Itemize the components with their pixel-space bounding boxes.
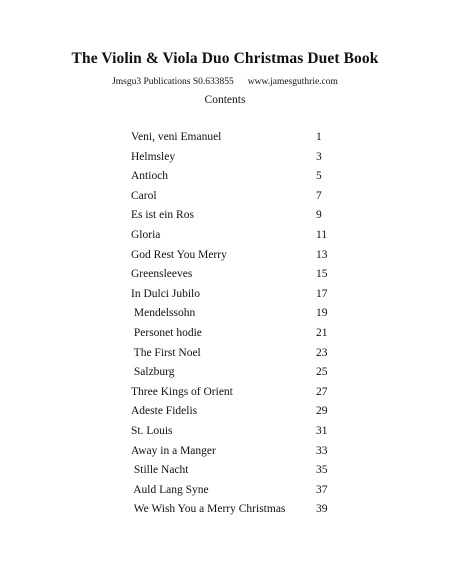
toc-entry-title: Away in a Manger <box>131 444 216 457</box>
toc-entry-page-number: 21 <box>316 326 328 339</box>
toc-entry <box>131 187 341 207</box>
toc-entry-title: Greensleeves <box>131 268 193 281</box>
toc-entry-title: Helmsley <box>131 150 176 163</box>
toc-entry-title: Mendelssohn <box>131 307 196 320</box>
toc-entry-title: Gloria <box>131 228 161 241</box>
table-of-contents <box>131 128 341 520</box>
toc-entry-page-number: 17 <box>316 287 328 300</box>
toc-entry-title: Veni, veni Emanuel <box>131 131 222 143</box>
toc-entry-title: The First Noel <box>131 346 201 359</box>
toc-entry-page-number: 35 <box>316 464 328 477</box>
document-title: The Violin & Viola Duo Christmas Duet Book <box>71 50 379 67</box>
toc-entry-title: Antioch <box>131 170 169 183</box>
toc-entry-page-number: 9 <box>316 209 322 222</box>
toc-entry <box>131 461 341 481</box>
toc-entry <box>131 324 341 344</box>
website-text: www.jamesguthrie.com <box>247 77 338 87</box>
toc-entry-page-number: 13 <box>316 248 328 261</box>
toc-entry <box>131 167 341 187</box>
toc-entry-page-number: 15 <box>316 268 328 281</box>
toc-entry-title: Auld Lang Syne <box>131 483 209 496</box>
toc-entry-page-number: 11 <box>316 228 328 241</box>
toc-entry-title: In Dulci Jubilo <box>131 287 200 300</box>
toc-entry <box>131 304 341 324</box>
publisher-info: Jmsgu3 Publications S0.633855 <box>112 77 234 87</box>
toc-entry-page-number: 7 <box>316 189 322 202</box>
toc-entry-page-number: 25 <box>316 366 328 379</box>
toc-entry-title: St. Louis <box>131 424 173 437</box>
publication-line <box>0 77 450 87</box>
toc-entry <box>131 422 341 442</box>
toc-entry <box>131 344 341 364</box>
toc-entry-title: Adeste Fidelis <box>131 405 198 418</box>
toc-entry-title: We Wish You a Merry Christmas <box>131 503 286 516</box>
contents-heading: Contents <box>204 94 246 106</box>
toc-entry-title: Personet hodie <box>131 326 202 339</box>
toc-entry-page-number: 29 <box>316 405 328 418</box>
toc-entry-page-number: 19 <box>316 307 328 320</box>
toc-entry <box>131 246 341 266</box>
toc-entry-title: Stille Nacht <box>131 464 189 477</box>
toc-entry <box>131 285 341 305</box>
toc-entry-title: Es ist ein Ros <box>131 209 194 222</box>
toc-entry <box>131 481 341 501</box>
toc-entry <box>131 442 341 462</box>
toc-entry <box>131 402 341 422</box>
toc-entry <box>131 383 341 403</box>
toc-entry-title: Salzburg <box>131 366 175 379</box>
toc-entry-title: Three Kings of Orient <box>131 385 233 398</box>
toc-entry-page-number: 5 <box>316 170 322 183</box>
toc-entry-page-number: 31 <box>316 424 328 437</box>
toc-entry <box>131 206 341 226</box>
toc-entry-page-number: 1 <box>316 131 322 143</box>
toc-entry <box>131 226 341 246</box>
toc-entry-page-number: 37 <box>316 483 328 496</box>
toc-entry <box>131 500 341 520</box>
toc-entry <box>131 265 341 285</box>
toc-entry-page-number: 39 <box>316 503 328 516</box>
toc-entry <box>131 128 341 148</box>
toc-entry-title: God Rest You Merry <box>131 248 227 261</box>
toc-entry <box>131 363 341 383</box>
toc-entry-title: Carol <box>131 189 157 202</box>
toc-entry-page-number: 3 <box>316 150 322 163</box>
toc-entry-page-number: 27 <box>316 385 328 398</box>
toc-entry-page-number: 33 <box>316 444 328 457</box>
toc-entry-page-number: 23 <box>316 346 328 359</box>
toc-entry <box>131 148 341 168</box>
